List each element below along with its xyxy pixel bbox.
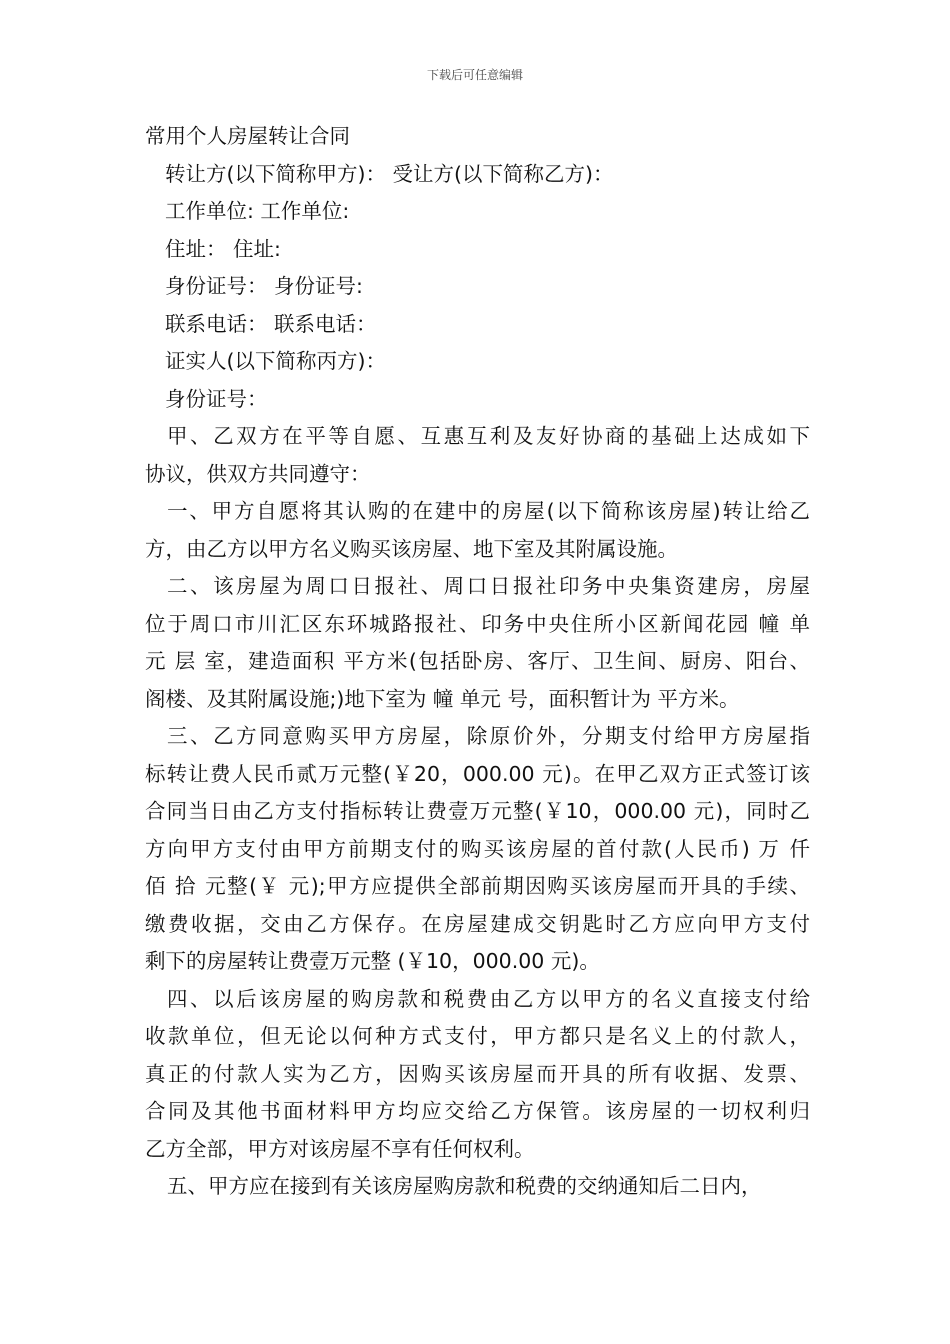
paragraph-line: 合同当日由乙方支付指标转让费壹万元整(￥10，000.00 元)，同时乙: [145, 799, 810, 823]
paragraph-line: 剩下的房屋转让费壹万元整 (￥10，000.00 元)。: [145, 949, 600, 973]
paragraph-clause-1: [145, 493, 810, 568]
field-parties: 转让方(以下简称甲方)： 受让方(以下简称乙方)：: [165, 161, 614, 186]
field-address: 住址： 住址:: [165, 236, 281, 261]
paragraph-line: 四、以后该房屋的购房款和税费由乙方以甲方的名义直接支付给: [167, 986, 810, 1011]
paragraph-clause-5: [145, 1168, 810, 1206]
paragraph-preamble: [145, 418, 810, 493]
paragraph-line: 阁楼、及其附属设施;)地下室为 幢 单元 号，面积暂计为 平方米。: [145, 686, 740, 711]
field-phone: 联系电话： 联系电话：: [165, 311, 377, 336]
field-witness: 证实人(以下简称丙方)：: [165, 349, 386, 373]
paragraph-line: 位于周口市川汇区东环城路报社、印务中央住所小区新闻花园 幢 单: [145, 611, 810, 636]
paragraph-line: 方向甲方支付由甲方前期支付的购买该房屋的首付款(人民币) 万 仟: [145, 836, 810, 861]
field-id-number: 身份证号： 身份证号:: [165, 274, 363, 298]
field-witness-id: 身份证号：: [165, 386, 268, 411]
paragraph-line: 收款单位，但无论以何种方式支付，甲方都只是名义上的付款人，: [145, 1024, 810, 1048]
paragraph-line: 真正的付款人实为乙方，因购买该房屋而开具的所有收据、发票、: [145, 1061, 810, 1086]
field-employer: 工作单位: 工作单位:: [165, 199, 350, 223]
paragraph-clause-4: [145, 981, 810, 1169]
paragraph-line: 五、甲方应在接到有关该房屋购房款和税费的交纳通知后二日内，: [167, 1174, 762, 1198]
paragraph-line: 协议，供双方共同遵守：: [145, 461, 371, 486]
paragraph-line: 甲、乙双方在平等自愿、互惠互利及友好协商的基础上达成如下: [167, 424, 810, 448]
paragraph-line: 元 层 室，建造面积 平方米(包括卧房、客厅、卫生间、厨房、阳台、: [145, 649, 810, 673]
paragraph-line: 方，由乙方以甲方名义购买该房屋、地下室及其附属设施。: [145, 536, 678, 561]
paragraph-line: 一、甲方自愿将其认购的在建中的房屋(以下简称该房屋)转让给乙: [167, 499, 810, 523]
paragraph-clause-3: [145, 718, 810, 981]
paragraph-clause-2: [145, 568, 810, 718]
paragraph-line: 标转让费人民币贰万元整(￥20，000.00 元)。在甲乙双方正式签订该: [145, 761, 810, 786]
paragraph-line: 三、乙方同意购买甲方房屋，除原价外，分期支付给甲方房屋指: [167, 724, 810, 748]
document-title: 常用个人房屋转让合同: [145, 124, 350, 148]
paragraph-line: 缴费收据，交由乙方保存。在房屋建成交钥匙时乙方应向甲方支付: [145, 911, 810, 936]
paragraph-line: 合同及其他书面材料甲方均应交给乙方保管。该房屋的一切权利归: [145, 1099, 810, 1123]
page-header: 下载后可任意编辑: [426, 68, 523, 82]
paragraph-line: 乙方全部，甲方对该房屋不享有任何权利。: [145, 1136, 535, 1161]
paragraph-line: 二、该房屋为周口日报社、周口日报社印务中央集资建房，房屋: [167, 574, 810, 598]
paragraph-line: 佰 拾 元整(￥ 元);甲方应提供全部前期因购买该房屋而开具的手续、: [145, 874, 810, 898]
document-body: [145, 118, 810, 1206]
